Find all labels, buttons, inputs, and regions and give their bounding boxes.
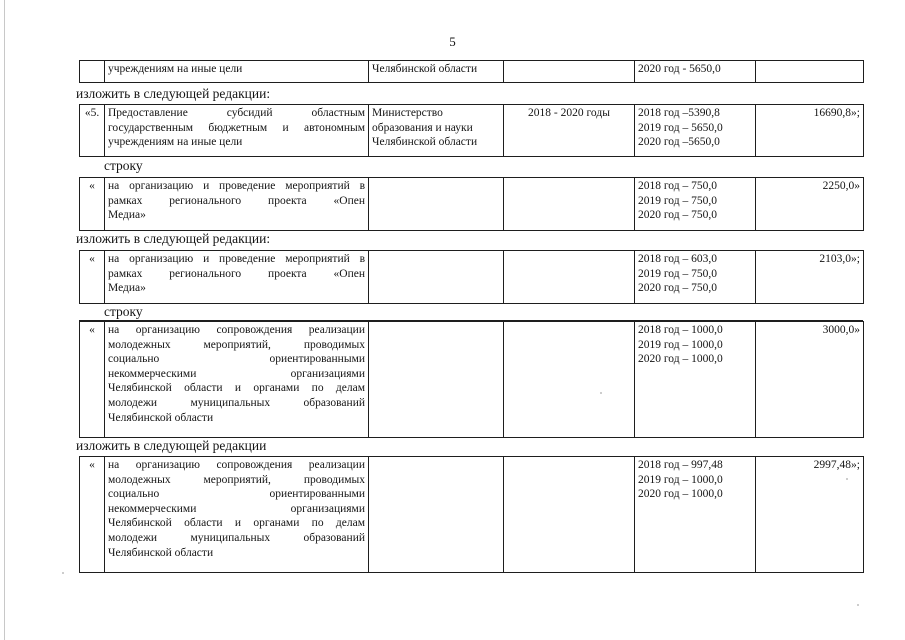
text-line: на организацию сопровождения реализации bbox=[108, 459, 365, 471]
table-row bbox=[80, 322, 864, 438]
text-line: молодежи муниципальных образований bbox=[108, 531, 365, 544]
section-heading: изложить в следующей редакции bbox=[76, 438, 267, 453]
table-row bbox=[80, 178, 864, 231]
activity-name bbox=[105, 61, 369, 83]
amount-line: 2019 год – 5650,0 bbox=[638, 121, 723, 134]
table-continuation bbox=[79, 60, 864, 83]
scan-left-margin-line bbox=[4, 0, 5, 640]
period: 2018 - 2020 годы bbox=[504, 105, 635, 157]
row-number: « bbox=[80, 251, 105, 304]
text-line: Челябинской области и органами по делам bbox=[108, 517, 365, 530]
amount-line: 2018 год –5390,8 bbox=[638, 107, 720, 119]
amounts bbox=[635, 322, 756, 438]
row-number: « bbox=[80, 178, 105, 231]
text-line: молодежи муниципальных образований bbox=[108, 396, 365, 409]
text-line: Челябинской области и органами по делам bbox=[108, 382, 365, 395]
executor bbox=[369, 178, 504, 231]
total: 16690,8»; bbox=[756, 105, 864, 157]
page-number: 5 bbox=[449, 34, 456, 49]
amount-line: 2018 год – 1000,0 bbox=[638, 324, 723, 336]
period bbox=[504, 457, 635, 573]
executor bbox=[369, 251, 504, 304]
table-youth-events-old bbox=[79, 321, 864, 438]
amounts bbox=[635, 251, 756, 304]
text-line: Челябинской области bbox=[372, 63, 478, 75]
text-line: учреждениям на иные цели bbox=[108, 136, 243, 149]
table-row bbox=[80, 251, 864, 304]
table-row bbox=[80, 105, 864, 157]
amount-line: 2020 год - 5650,0 bbox=[638, 63, 721, 75]
text-line: на организацию и проведение мероприятий в bbox=[108, 180, 365, 192]
amount-line: 2019 год – 1000,0 bbox=[638, 338, 723, 351]
row-number bbox=[80, 61, 105, 83]
executor bbox=[369, 457, 504, 573]
activity-name bbox=[105, 105, 369, 157]
table-open-media-new bbox=[79, 250, 864, 304]
table-item-5-new bbox=[79, 104, 864, 157]
amount-line: 2020 год – 1000,0 bbox=[638, 488, 723, 501]
text-line: рамках регионального проекта «Опен bbox=[108, 267, 365, 280]
section-heading: строку bbox=[104, 158, 143, 173]
activity-name bbox=[105, 457, 369, 573]
activity-name bbox=[105, 251, 369, 304]
total bbox=[756, 61, 864, 83]
amount-line: 2019 год – 750,0 bbox=[638, 194, 717, 207]
text-line: Министерство bbox=[372, 107, 443, 119]
amount-line: 2019 год – 1000,0 bbox=[638, 473, 723, 486]
amount-line: 2019 год – 750,0 bbox=[638, 267, 717, 280]
amounts bbox=[635, 178, 756, 231]
amount-line: 2018 год – 603,0 bbox=[638, 253, 717, 265]
executor bbox=[369, 61, 504, 83]
period bbox=[504, 251, 635, 304]
text-line: молодежных мероприятий, проводимых bbox=[108, 338, 365, 351]
text-line: социально ориентированными bbox=[108, 353, 365, 366]
table-youth-events-new bbox=[79, 456, 864, 573]
amounts bbox=[635, 61, 756, 83]
text-line: учреждениям на иные цели bbox=[108, 63, 243, 75]
amounts bbox=[635, 457, 756, 573]
text-line: рамках регионального проекта «Опен bbox=[108, 194, 365, 207]
text-line: Челябинской области bbox=[108, 411, 214, 424]
row-number: « bbox=[80, 322, 105, 438]
text-line: Предоставление субсидий областным bbox=[108, 107, 365, 119]
total: 2103,0»; bbox=[756, 251, 864, 304]
scan-speck bbox=[62, 572, 64, 574]
section-heading: изложить в следующей редакции: bbox=[76, 86, 271, 101]
text-line: некоммерческими организациями bbox=[108, 367, 365, 380]
amounts bbox=[635, 105, 756, 157]
activity-name bbox=[105, 178, 369, 231]
amount-line: 2018 год – 997,48 bbox=[638, 459, 723, 471]
total: 2997,48»; bbox=[756, 457, 864, 573]
section-heading: строку bbox=[104, 304, 143, 319]
text-line: Медиа» bbox=[108, 209, 146, 222]
executor bbox=[369, 105, 504, 157]
amount-line: 2020 год – 750,0 bbox=[638, 282, 717, 295]
section-heading: изложить в следующей редакции: bbox=[76, 231, 271, 246]
executor bbox=[369, 322, 504, 438]
amount-line: 2020 год – 750,0 bbox=[638, 209, 717, 222]
period bbox=[504, 322, 635, 438]
activity-name bbox=[105, 322, 369, 438]
text-line: молодежных мероприятий, проводимых bbox=[108, 473, 365, 486]
text-line: Челябинской области bbox=[372, 136, 478, 149]
text-line: Челябинской области bbox=[108, 546, 214, 559]
table-row bbox=[80, 457, 864, 573]
text-line: Медиа» bbox=[108, 282, 146, 295]
total: 3000,0» bbox=[756, 322, 864, 438]
text-line: на организацию сопровождения реализации bbox=[108, 324, 365, 336]
table-row bbox=[80, 61, 864, 83]
text-line: на организацию и проведение мероприятий в bbox=[108, 253, 365, 265]
table-open-media-old bbox=[79, 177, 864, 231]
period bbox=[504, 61, 635, 83]
row-number: «5. bbox=[80, 105, 105, 157]
text-line: государственным бюджетным и автономным bbox=[108, 121, 365, 134]
amount-line: 2020 год –5650,0 bbox=[638, 136, 720, 149]
amount-line: 2018 год – 750,0 bbox=[638, 180, 717, 192]
amount-line: 2020 год – 1000,0 bbox=[638, 353, 723, 366]
text-line: образования и науки bbox=[372, 121, 473, 134]
row-number: « bbox=[80, 457, 105, 573]
text-line: некоммерческими организациями bbox=[108, 502, 365, 515]
text-line: социально ориентированными bbox=[108, 488, 365, 501]
scan-speck bbox=[857, 604, 859, 606]
total: 2250,0» bbox=[756, 178, 864, 231]
period bbox=[504, 178, 635, 231]
